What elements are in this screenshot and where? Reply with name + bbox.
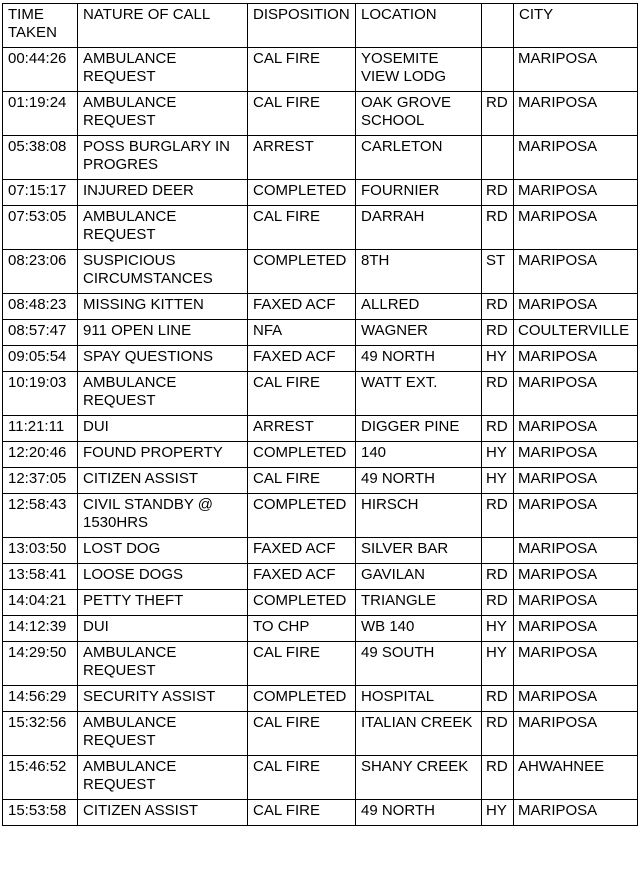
- cell-nature-of-call: MISSING KITTEN: [78, 294, 248, 320]
- cell-disposition: COMPLETED: [248, 250, 356, 294]
- cell-street-suffix: RD: [482, 564, 514, 590]
- cell-city: MARIPOSA: [514, 206, 638, 250]
- cell-location: ALLRED: [356, 294, 482, 320]
- cell-street-suffix: HY: [482, 642, 514, 686]
- table-row: [3, 564, 638, 590]
- cell-time-taken: 00:44:26: [3, 48, 78, 92]
- cell-nature-of-call: SECURITY ASSIST: [78, 686, 248, 712]
- cell-location: 49 NORTH: [356, 346, 482, 372]
- cell-time-taken: 08:23:06: [3, 250, 78, 294]
- cell-nature-of-call: PETTY THEFT: [78, 590, 248, 616]
- header-time-taken: TIME TAKEN: [3, 4, 78, 48]
- cell-disposition: CAL FIRE: [248, 468, 356, 494]
- table-row: [3, 468, 638, 494]
- cell-street-suffix: RD: [482, 92, 514, 136]
- cell-city: MARIPOSA: [514, 642, 638, 686]
- table-row: [3, 92, 638, 136]
- cell-street-suffix: RD: [482, 494, 514, 538]
- cell-time-taken: 15:53:58: [3, 800, 78, 826]
- table-row: [3, 320, 638, 346]
- cell-location: SHANY CREEK: [356, 756, 482, 800]
- cell-time-taken: 11:21:11: [3, 416, 78, 442]
- cell-time-taken: 08:48:23: [3, 294, 78, 320]
- cell-disposition: CAL FIRE: [248, 48, 356, 92]
- cell-nature-of-call: 911 OPEN LINE: [78, 320, 248, 346]
- cell-disposition: CAL FIRE: [248, 372, 356, 416]
- cell-location: HOSPITAL: [356, 686, 482, 712]
- table-row: [3, 712, 638, 756]
- cell-city: MARIPOSA: [514, 442, 638, 468]
- cell-disposition: COMPLETED: [248, 180, 356, 206]
- cell-time-taken: 14:04:21: [3, 590, 78, 616]
- cell-nature-of-call: AMBULANCE REQUEST: [78, 206, 248, 250]
- cell-city: MARIPOSA: [514, 800, 638, 826]
- cell-city: COULTERVILLE: [514, 320, 638, 346]
- cell-time-taken: 05:38:08: [3, 136, 78, 180]
- table-row: [3, 756, 638, 800]
- cell-street-suffix: HY: [482, 616, 514, 642]
- table-row: [3, 416, 638, 442]
- cell-street-suffix: RD: [482, 320, 514, 346]
- cell-disposition: COMPLETED: [248, 494, 356, 538]
- cell-street-suffix: [482, 48, 514, 92]
- table-row: [3, 206, 638, 250]
- cell-street-suffix: HY: [482, 346, 514, 372]
- cell-street-suffix: RD: [482, 756, 514, 800]
- cell-street-suffix: RD: [482, 206, 514, 250]
- cell-city: MARIPOSA: [514, 372, 638, 416]
- cell-time-taken: 13:03:50: [3, 538, 78, 564]
- cell-street-suffix: HY: [482, 800, 514, 826]
- cell-location: WB 140: [356, 616, 482, 642]
- cell-nature-of-call: CITIZEN ASSIST: [78, 468, 248, 494]
- cell-city: MARIPOSA: [514, 712, 638, 756]
- cell-disposition: CAL FIRE: [248, 800, 356, 826]
- cell-time-taken: 15:32:56: [3, 712, 78, 756]
- cell-disposition: TO CHP: [248, 616, 356, 642]
- cell-time-taken: 15:46:52: [3, 756, 78, 800]
- cell-city: MARIPOSA: [514, 250, 638, 294]
- cell-nature-of-call: AMBULANCE REQUEST: [78, 372, 248, 416]
- cell-location: HIRSCH: [356, 494, 482, 538]
- cell-disposition: COMPLETED: [248, 442, 356, 468]
- cell-nature-of-call: CITIZEN ASSIST: [78, 800, 248, 826]
- cell-disposition: FAXED ACF: [248, 538, 356, 564]
- cell-city: MARIPOSA: [514, 180, 638, 206]
- header-city: CITY: [514, 4, 638, 48]
- cell-location: 49 NORTH: [356, 468, 482, 494]
- cell-street-suffix: RD: [482, 416, 514, 442]
- cell-disposition: COMPLETED: [248, 590, 356, 616]
- cell-nature-of-call: AMBULANCE REQUEST: [78, 48, 248, 92]
- cell-nature-of-call: AMBULANCE REQUEST: [78, 642, 248, 686]
- table-row: [3, 442, 638, 468]
- cell-city: MARIPOSA: [514, 346, 638, 372]
- cell-location: TRIANGLE: [356, 590, 482, 616]
- cell-location: OAK GROVE SCHOOL: [356, 92, 482, 136]
- table-row: [3, 372, 638, 416]
- cell-nature-of-call: LOST DOG: [78, 538, 248, 564]
- header-nature-of-call: NATURE OF CALL: [78, 4, 248, 48]
- cell-disposition: CAL FIRE: [248, 712, 356, 756]
- cell-nature-of-call: FOUND PROPERTY: [78, 442, 248, 468]
- cell-location: DARRAH: [356, 206, 482, 250]
- cell-city: MARIPOSA: [514, 590, 638, 616]
- cell-street-suffix: HY: [482, 442, 514, 468]
- table-row: [3, 250, 638, 294]
- cell-location: 8TH: [356, 250, 482, 294]
- cell-city: MARIPOSA: [514, 538, 638, 564]
- cell-disposition: CAL FIRE: [248, 206, 356, 250]
- cell-nature-of-call: DUI: [78, 416, 248, 442]
- table-row: [3, 494, 638, 538]
- cell-nature-of-call: AMBULANCE REQUEST: [78, 92, 248, 136]
- cell-time-taken: 10:19:03: [3, 372, 78, 416]
- cell-time-taken: 14:29:50: [3, 642, 78, 686]
- cell-disposition: FAXED ACF: [248, 294, 356, 320]
- cell-location: CARLETON: [356, 136, 482, 180]
- cell-disposition: FAXED ACF: [248, 346, 356, 372]
- cell-location: ITALIAN CREEK: [356, 712, 482, 756]
- cell-nature-of-call: CIVIL STANDBY @ 1530HRS: [78, 494, 248, 538]
- cell-time-taken: 13:58:41: [3, 564, 78, 590]
- cell-location: 140: [356, 442, 482, 468]
- cell-street-suffix: RD: [482, 712, 514, 756]
- cell-street-suffix: [482, 538, 514, 564]
- cell-street-suffix: ST: [482, 250, 514, 294]
- cell-time-taken: 09:05:54: [3, 346, 78, 372]
- cell-nature-of-call: AMBULANCE REQUEST: [78, 712, 248, 756]
- cell-city: MARIPOSA: [514, 136, 638, 180]
- cell-street-suffix: HY: [482, 468, 514, 494]
- header-location: LOCATION: [356, 4, 482, 48]
- cell-location: GAVILAN: [356, 564, 482, 590]
- table-row: [3, 590, 638, 616]
- cell-disposition: CAL FIRE: [248, 642, 356, 686]
- cell-street-suffix: RD: [482, 372, 514, 416]
- cell-street-suffix: RD: [482, 686, 514, 712]
- cell-disposition: CAL FIRE: [248, 756, 356, 800]
- cell-disposition: CAL FIRE: [248, 92, 356, 136]
- table-row: [3, 294, 638, 320]
- cell-disposition: ARREST: [248, 416, 356, 442]
- cell-city: MARIPOSA: [514, 564, 638, 590]
- cell-nature-of-call: AMBULANCE REQUEST: [78, 756, 248, 800]
- table-body: [3, 48, 638, 826]
- cell-nature-of-call: SPAY QUESTIONS: [78, 346, 248, 372]
- header-row: [3, 4, 638, 48]
- cell-time-taken: 12:37:05: [3, 468, 78, 494]
- cell-city: MARIPOSA: [514, 294, 638, 320]
- cell-nature-of-call: LOOSE DOGS: [78, 564, 248, 590]
- cell-street-suffix: [482, 136, 514, 180]
- table-row: [3, 686, 638, 712]
- cell-time-taken: 08:57:47: [3, 320, 78, 346]
- cell-location: 49 NORTH: [356, 800, 482, 826]
- table-row: [3, 538, 638, 564]
- table-row: [3, 642, 638, 686]
- header-street-suffix: [482, 4, 514, 48]
- cell-street-suffix: RD: [482, 294, 514, 320]
- cell-city: MARIPOSA: [514, 494, 638, 538]
- table-row: [3, 48, 638, 92]
- table-row: [3, 136, 638, 180]
- cell-street-suffix: RD: [482, 590, 514, 616]
- table-row: [3, 616, 638, 642]
- cell-time-taken: 12:20:46: [3, 442, 78, 468]
- cell-time-taken: 07:15:17: [3, 180, 78, 206]
- cell-time-taken: 14:12:39: [3, 616, 78, 642]
- cell-city: MARIPOSA: [514, 468, 638, 494]
- cell-city: AHWAHNEE: [514, 756, 638, 800]
- table-row: [3, 346, 638, 372]
- cell-street-suffix: RD: [482, 180, 514, 206]
- cell-nature-of-call: POSS BURGLARY IN PROGRES: [78, 136, 248, 180]
- cell-city: MARIPOSA: [514, 416, 638, 442]
- cell-location: WAGNER: [356, 320, 482, 346]
- header-disposition: DISPOSITION: [248, 4, 356, 48]
- cell-nature-of-call: SUSPICIOUS CIRCUMSTANCES: [78, 250, 248, 294]
- cell-location: 49 SOUTH: [356, 642, 482, 686]
- call-log-table: [2, 3, 638, 826]
- cell-city: MARIPOSA: [514, 92, 638, 136]
- cell-disposition: COMPLETED: [248, 686, 356, 712]
- cell-location: SILVER BAR: [356, 538, 482, 564]
- cell-time-taken: 14:56:29: [3, 686, 78, 712]
- cell-disposition: FAXED ACF: [248, 564, 356, 590]
- cell-city: MARIPOSA: [514, 616, 638, 642]
- cell-nature-of-call: DUI: [78, 616, 248, 642]
- table-row: [3, 180, 638, 206]
- cell-disposition: NFA: [248, 320, 356, 346]
- cell-time-taken: 12:58:43: [3, 494, 78, 538]
- cell-time-taken: 01:19:24: [3, 92, 78, 136]
- cell-city: MARIPOSA: [514, 48, 638, 92]
- cell-location: WATT EXT.: [356, 372, 482, 416]
- cell-location: FOURNIER: [356, 180, 482, 206]
- cell-location: YOSEMITE VIEW LODG: [356, 48, 482, 92]
- cell-location: DIGGER PINE: [356, 416, 482, 442]
- cell-nature-of-call: INJURED DEER: [78, 180, 248, 206]
- cell-time-taken: 07:53:05: [3, 206, 78, 250]
- table-row: [3, 800, 638, 826]
- cell-disposition: ARREST: [248, 136, 356, 180]
- cell-city: MARIPOSA: [514, 686, 638, 712]
